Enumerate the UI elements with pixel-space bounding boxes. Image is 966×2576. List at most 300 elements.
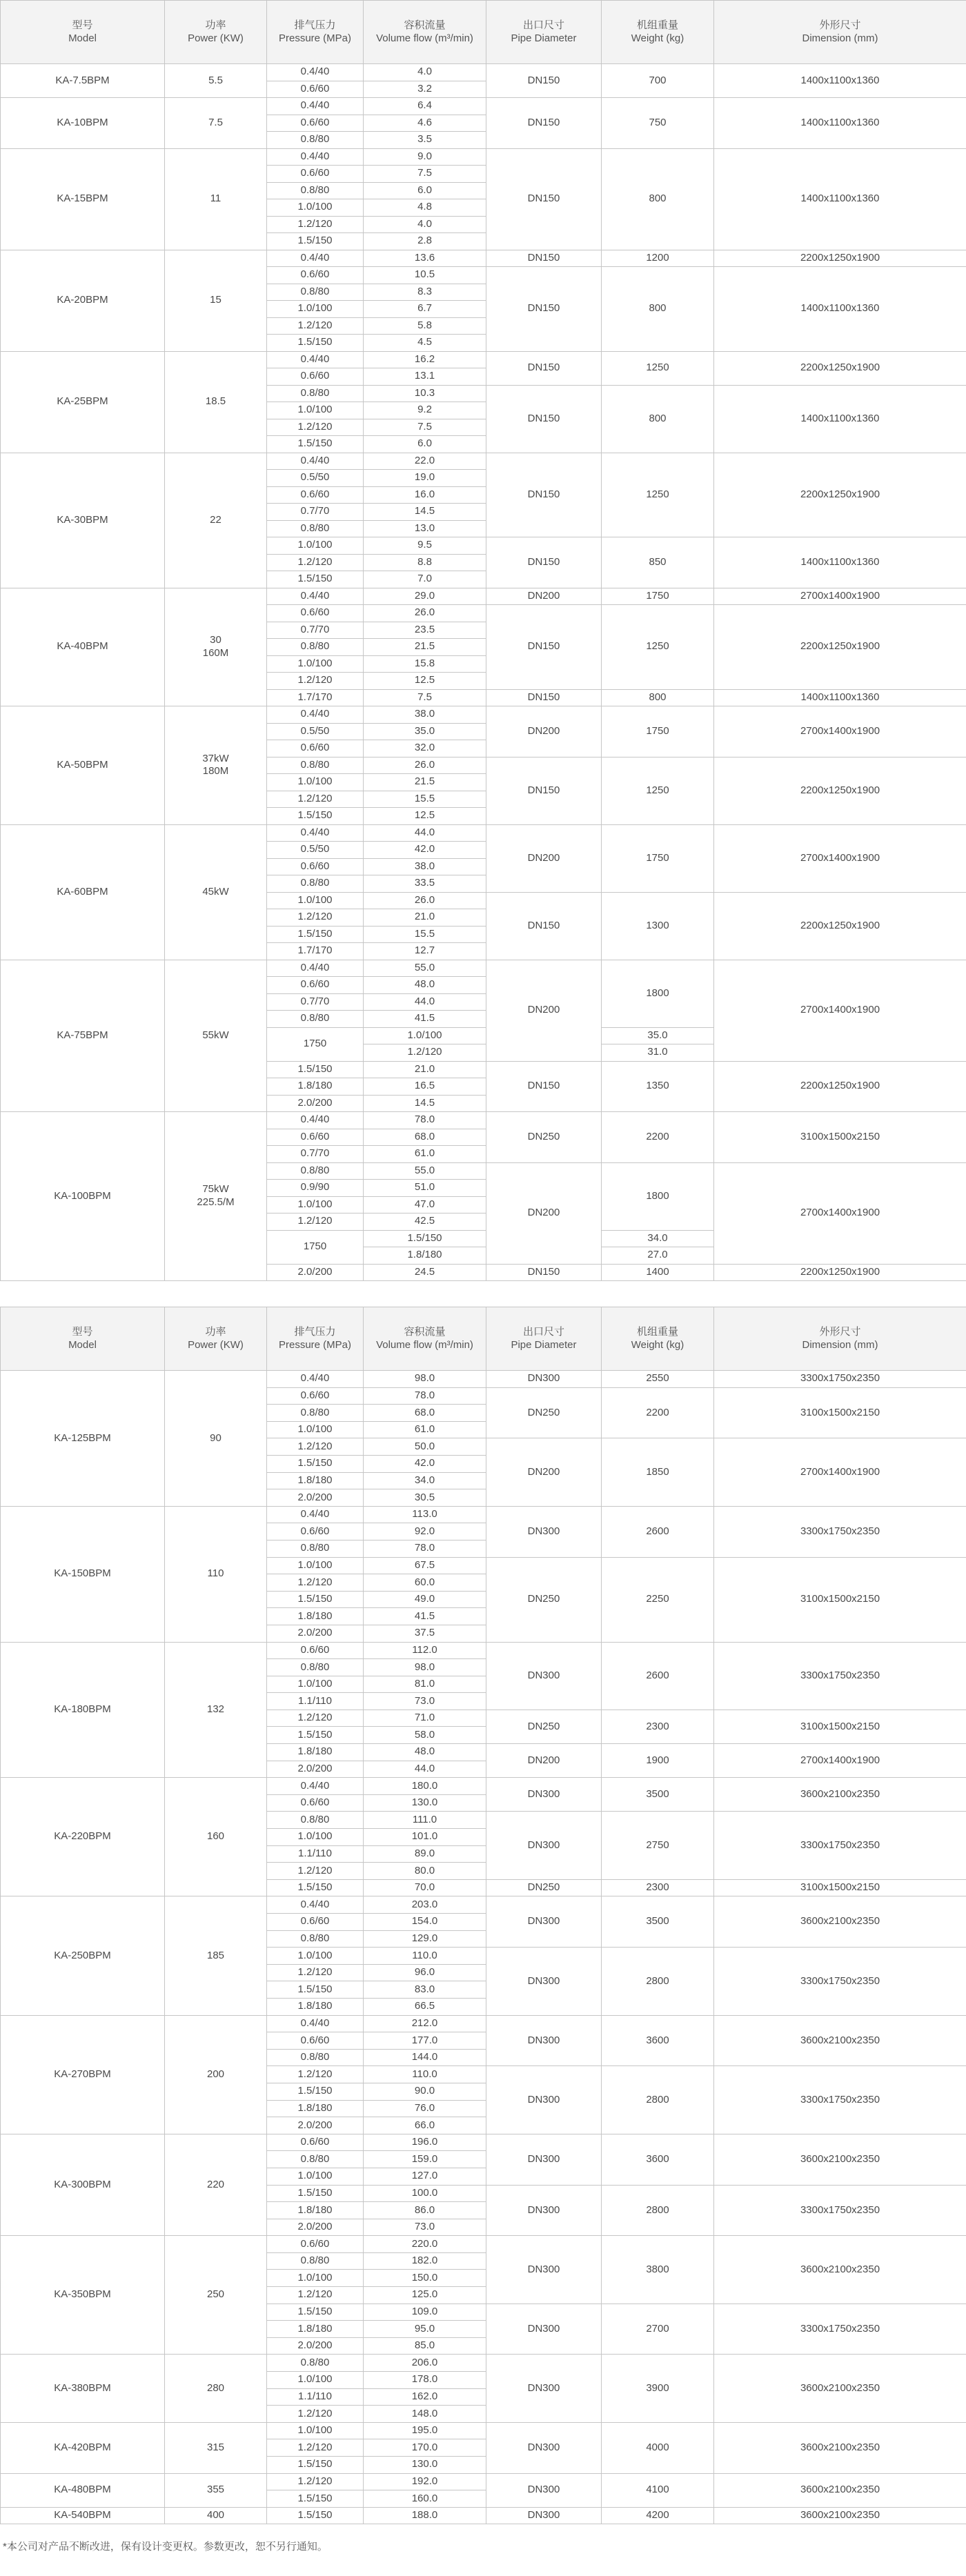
pipe-diameter-cell: DN300 xyxy=(486,2473,602,2507)
volume-flow-cell: 68.0 xyxy=(364,1129,486,1146)
volume-flow-cell: 4.5 xyxy=(364,335,486,352)
volume-flow-cell: 195.0 xyxy=(364,2422,486,2439)
power-cell xyxy=(165,1642,267,1778)
power-cell xyxy=(165,250,267,351)
weight-cell: 2600 xyxy=(602,1642,714,1710)
power-line: 7.5 xyxy=(208,116,223,128)
table-row xyxy=(1,1112,966,1129)
pressure-cell: 0.5/50 xyxy=(267,723,364,740)
table-row xyxy=(1,148,966,166)
dimension-cell: 3100x1500x2150 xyxy=(714,1557,966,1642)
volume-flow-cell: 182.0 xyxy=(364,2252,486,2270)
pressure-cell: 1.8/180 xyxy=(267,1472,364,1489)
volume-flow-cell: 33.5 xyxy=(364,875,486,893)
power-line: 160 xyxy=(206,1830,225,1843)
header-label-en: Model xyxy=(68,1338,97,1351)
power-line: 110 xyxy=(207,1567,224,1580)
power-cell xyxy=(165,2015,267,2134)
pressure-cell: 1.5/150 xyxy=(267,335,364,352)
volume-flow-cell: 162.0 xyxy=(364,2388,486,2406)
dimension-cell: 2200x1250x1900 xyxy=(714,351,966,385)
dimension-cell: 3300x1750x2350 xyxy=(714,1948,966,2015)
volume-flow-cell: 110.0 xyxy=(364,2066,486,2083)
pressure-cell: 1.8/180 xyxy=(267,1608,364,1625)
pressure-cell: 1.0/100 xyxy=(364,1027,486,1044)
weight-cell: 1750 xyxy=(602,706,714,757)
dimension-cell: 1400x1100x1360 xyxy=(714,537,966,588)
pipe-diameter-cell: DN150 xyxy=(486,64,602,98)
pressure-cell: 0.6/60 xyxy=(267,486,364,504)
pressure-cell: 0.4/40 xyxy=(267,1371,364,1388)
model-cell: KA-480BPM xyxy=(1,2473,165,2507)
volume-flow-cell: 42.0 xyxy=(364,842,486,859)
header-label-en: Power (KW) xyxy=(188,32,244,44)
pipe-diameter-cell: DN150 xyxy=(486,98,602,149)
power-line: 75kW xyxy=(202,1183,229,1196)
volume-flow-cell: 14.5 xyxy=(364,1095,486,1112)
pressure-cell: 0.8/80 xyxy=(267,1540,364,1557)
weight-cell: 2550 xyxy=(602,1371,714,1388)
volume-flow-cell: 125.0 xyxy=(364,2287,486,2304)
power-line: 280 xyxy=(206,2381,225,2394)
dimension-cell: 3600x2100x2350 xyxy=(714,1896,966,1948)
pressure-cell: 0.6/60 xyxy=(267,1129,364,1146)
table-row xyxy=(1,351,966,368)
header-model xyxy=(1,1,165,64)
weight-cell: 1250 xyxy=(602,605,714,690)
volume-flow-cell: 92.0 xyxy=(364,1523,486,1540)
volume-flow-cell: 9.2 xyxy=(364,402,486,419)
dimension-cell: 3600x2100x2350 xyxy=(714,2355,966,2422)
volume-flow-cell: 55.0 xyxy=(364,1162,486,1180)
pressure-cell: 1.2/120 xyxy=(364,1044,486,1062)
power-cell xyxy=(165,148,267,250)
weight-cell: 800 xyxy=(602,267,714,352)
pipe-diameter-cell: DN250 xyxy=(486,1112,602,1163)
volume-flow-cell: 127.0 xyxy=(364,2168,486,2185)
pipe-diameter-cell: DN150 xyxy=(486,351,602,385)
dimension-cell: 3600x2100x2350 xyxy=(714,1778,966,1812)
dimension-cell: 2700x1400x1900 xyxy=(714,706,966,757)
pressure-cell: 1.2/120 xyxy=(267,2406,364,2423)
pressure-cell: 0.8/80 xyxy=(267,2355,364,2372)
volume-flow-cell: 19.0 xyxy=(364,470,486,487)
volume-flow-cell: 6.4 xyxy=(364,98,486,115)
weight-cell: 2300 xyxy=(602,1879,714,1896)
volume-flow-cell: 16.0 xyxy=(364,486,486,504)
table-header-row xyxy=(1,1307,966,1371)
volume-flow-cell: 3.5 xyxy=(364,132,486,149)
power-cell xyxy=(165,351,267,453)
volume-flow-cell: 150.0 xyxy=(364,2270,486,2287)
model-cell: KA-150BPM xyxy=(1,1506,165,1642)
pressure-cell: 0.4/40 xyxy=(267,250,364,267)
volume-flow-cell: 34.0 xyxy=(364,1472,486,1489)
pressure-cell: 0.8/80 xyxy=(267,2151,364,2168)
dimension-cell: 3100x1500x2150 xyxy=(714,1710,966,1743)
pressure-cell: 1.5/150 xyxy=(267,2457,364,2474)
header-label-cn: 型号 xyxy=(72,1325,93,1338)
pressure-cell: 1.0/100 xyxy=(267,2270,364,2287)
power-cell xyxy=(165,453,267,588)
volume-flow-cell: 7.5 xyxy=(364,166,486,183)
power-cell xyxy=(165,2134,267,2236)
pipe-diameter-cell: DN150 xyxy=(486,605,602,690)
volume-flow-cell: 5.8 xyxy=(364,317,486,335)
pressure-cell: 0.8/80 xyxy=(267,757,364,774)
header-label-cn: 机组重量 xyxy=(636,19,678,31)
power-line: 315 xyxy=(206,2441,225,2453)
volume-flow-cell: 44.0 xyxy=(364,824,486,842)
pressure-cell: 1.2/120 xyxy=(267,2439,364,2457)
pressure-cell: 1.0/100 xyxy=(267,1557,364,1574)
dimension-cell: 3600x2100x2350 xyxy=(714,2015,966,2066)
table-row xyxy=(1,588,966,605)
volume-flow-cell: 49.0 xyxy=(364,1591,486,1608)
power-line: 37kW xyxy=(202,752,229,764)
volume-flow-cell: 15.5 xyxy=(364,926,486,943)
volume-flow-cell: 196.0 xyxy=(364,2134,486,2151)
table-row xyxy=(1,1778,966,1795)
header-label-cn: 机组重量 xyxy=(636,1325,678,1338)
weight-cell: 3500 xyxy=(602,1896,714,1948)
volume-flow-cell: 24.5 xyxy=(364,1264,486,1281)
weight-cell: 3900 xyxy=(602,2355,714,2422)
volume-flow-cell: 89.0 xyxy=(364,1845,486,1863)
dimension-cell: 3300x1750x2350 xyxy=(714,1642,966,1710)
pressure-cell: 0.6/60 xyxy=(267,2032,364,2050)
weight-cell: 3500 xyxy=(602,1778,714,1812)
weight-cell: 850 xyxy=(602,537,714,588)
pressure-cell: 0.6/60 xyxy=(267,858,364,875)
dimension-cell: 3300x1750x2350 xyxy=(714,1371,966,1388)
header-label-en: Power (KW) xyxy=(188,1338,244,1351)
volume-flow-cell: 144.0 xyxy=(364,2049,486,2066)
pipe-diameter-cell: DN150 xyxy=(486,537,602,588)
power-cell xyxy=(165,2473,267,2507)
weight-cell: 2800 xyxy=(602,1948,714,2015)
volume-flow-cell: 15.5 xyxy=(364,791,486,808)
header-label-en: Pipe Diameter xyxy=(511,1338,577,1351)
dimension-cell: 3300x1750x2350 xyxy=(714,2185,966,2236)
model-cell: KA-350BPM xyxy=(1,2236,165,2355)
volume-flow-cell: 76.0 xyxy=(364,2100,486,2117)
pressure-cell: 1.1/110 xyxy=(267,2388,364,2406)
dimension-cell: 1400x1100x1360 xyxy=(714,98,966,149)
pressure-cell: 0.6/60 xyxy=(267,1642,364,1659)
pressure-cell: 0.8/80 xyxy=(267,639,364,656)
volume-flow-cell: 110.0 xyxy=(364,1948,486,1965)
model-cell: KA-220BPM xyxy=(1,1778,165,1896)
model-cell: KA-30BPM xyxy=(1,453,165,588)
header-label-cn: 外形尺寸 xyxy=(819,19,861,31)
pressure-cell: 1.2/120 xyxy=(267,791,364,808)
dimension-cell: 3100x1500x2150 xyxy=(714,1387,966,1438)
pressure-cell: 1.2/120 xyxy=(267,317,364,335)
pressure-cell: 0.4/40 xyxy=(267,2015,364,2032)
pipe-diameter-cell: DN300 xyxy=(486,1778,602,1812)
pressure-cell: 0.7/70 xyxy=(267,1146,364,1163)
power-line: 400 xyxy=(206,2509,225,2521)
weight-cell: 2750 xyxy=(602,1812,714,1879)
volume-flow-cell: 14.5 xyxy=(364,504,486,521)
pressure-cell: 1.2/120 xyxy=(267,909,364,927)
pressure-cell: 0.4/40 xyxy=(267,1896,364,1914)
pipe-diameter-cell: DN300 xyxy=(486,1812,602,1879)
weight-cell: 4100 xyxy=(602,2473,714,2507)
weight-cell: 3600 xyxy=(602,2134,714,2185)
pressure-cell: 1.5/150 xyxy=(267,1591,364,1608)
pressure-cell: 2.0/200 xyxy=(267,1095,364,1112)
volume-flow-cell: 71.0 xyxy=(364,1710,486,1727)
pipe-diameter-cell: DN300 xyxy=(486,1371,602,1388)
volume-flow-cell: 111.0 xyxy=(364,1812,486,1829)
model-cell: KA-380BPM xyxy=(1,2355,165,2422)
model-cell: KA-180BPM xyxy=(1,1642,165,1778)
power-line: 30 xyxy=(210,634,221,646)
volume-flow-cell: 16.2 xyxy=(364,351,486,368)
weight-cell: 1800 xyxy=(602,1162,714,1230)
pipe-diameter-cell: DN150 xyxy=(486,453,602,537)
pressure-cell: 0.6/60 xyxy=(267,1523,364,1540)
header-label-en: Pressure (MPa) xyxy=(278,1338,352,1351)
volume-flow-cell: 4.0 xyxy=(364,216,486,233)
pipe-diameter-cell: DN300 xyxy=(486,2015,602,2066)
model-cell: KA-300BPM xyxy=(1,2134,165,2236)
dimension-cell: 3300x1750x2350 xyxy=(714,2066,966,2134)
pressure-cell: 1.0/100 xyxy=(267,2168,364,2185)
power-cell xyxy=(165,1112,267,1281)
weight-cell: 1200 xyxy=(602,250,714,267)
pressure-cell: 1.2/120 xyxy=(267,216,364,233)
power-cell xyxy=(165,1371,267,1507)
pressure-cell: 0.4/40 xyxy=(267,98,364,115)
table-row xyxy=(1,824,966,842)
pressure-cell: 0.6/60 xyxy=(267,977,364,994)
pressure-cell: 2.0/200 xyxy=(267,1264,364,1281)
power-line: 250 xyxy=(206,2288,225,2301)
model-cell: KA-10BPM xyxy=(1,98,165,149)
power-line: 220 xyxy=(206,2178,225,2190)
volume-flow-cell: 170.0 xyxy=(364,2439,486,2457)
pressure-cell: 0.8/80 xyxy=(267,182,364,199)
power-line: 18.5 xyxy=(205,395,226,408)
volume-flow-cell: 86.0 xyxy=(364,2202,486,2219)
power-cell xyxy=(165,706,267,825)
model-cell: KA-50BPM xyxy=(1,706,165,825)
pressure-cell: 1.8/180 xyxy=(267,1744,364,1761)
pressure-cell: 0.4/40 xyxy=(267,1778,364,1795)
pressure-cell: 1.8/180 xyxy=(267,1998,364,2015)
volume-flow-cell: 113.0 xyxy=(364,1506,486,1523)
pipe-diameter-cell: DN150 xyxy=(486,148,602,250)
volume-flow-cell: 68.0 xyxy=(364,1405,486,1422)
volume-flow-cell: 22.0 xyxy=(364,453,486,470)
pipe-diameter-cell: DN150 xyxy=(486,1061,602,1112)
dimension-cell: 3300x1750x2350 xyxy=(714,1506,966,1557)
pressure-cell: 1.7/170 xyxy=(267,943,364,960)
header-pressure xyxy=(267,1307,364,1371)
volume-flow-cell: 12.7 xyxy=(364,943,486,960)
pipe-diameter-cell: DN250 xyxy=(486,1879,602,1896)
volume-flow-cell: 78.0 xyxy=(364,1112,486,1129)
pressure-cell: 1.0/100 xyxy=(267,537,364,555)
header-label-cn: 外形尺寸 xyxy=(819,1325,861,1338)
weight-cell: 1250 xyxy=(602,453,714,537)
table-body xyxy=(1,1371,966,2524)
table-row xyxy=(1,960,966,977)
weight-cell: 1900 xyxy=(602,1744,714,1778)
volume-flow-cell: 2.8 xyxy=(364,233,486,250)
pressure-cell: 1.2/120 xyxy=(267,2066,364,2083)
pipe-diameter-cell: DN200 xyxy=(486,1438,602,1506)
volume-flow-cell: 101.0 xyxy=(364,1829,486,1846)
volume-flow-cell: 159.0 xyxy=(364,2151,486,2168)
header-power xyxy=(165,1,267,64)
header-volume-flow xyxy=(364,1,486,64)
weight-cell: 750 xyxy=(602,98,714,149)
volume-flow-cell: 10.5 xyxy=(364,267,486,284)
power-line: 185 xyxy=(206,1949,225,1961)
dimension-cell: 3600x2100x2350 xyxy=(714,2134,966,2185)
weight-cell: 1250 xyxy=(602,351,714,385)
power-line: 225.5/M xyxy=(197,1196,235,1208)
volume-flow-cell: 3.2 xyxy=(364,81,486,98)
volume-flow-cell: 4.8 xyxy=(364,199,486,217)
pressure-cell: 0.8/80 xyxy=(267,1812,364,1829)
dimension-cell: 3300x1750x2350 xyxy=(714,1812,966,1879)
power-line: 132 xyxy=(206,1703,225,1715)
dimension-cell: 1400x1100x1360 xyxy=(714,689,966,706)
weight-cell: 1750 xyxy=(602,824,714,892)
pipe-diameter-cell: DN200 xyxy=(486,960,602,1061)
header-power xyxy=(165,1307,267,1371)
volume-flow-cell: 30.5 xyxy=(364,1489,486,1507)
volume-flow-cell: 7.5 xyxy=(364,689,486,706)
volume-flow-cell: 90.0 xyxy=(364,2083,486,2100)
volume-flow-cell: 212.0 xyxy=(364,2015,486,2032)
pipe-diameter-cell: DN300 xyxy=(486,2134,602,2185)
volume-flow-cell: 13.6 xyxy=(364,250,486,267)
pipe-diameter-cell: DN300 xyxy=(486,2066,602,2134)
pressure-cell: 0.6/60 xyxy=(267,1794,364,1812)
footnote: *本公司对产品不断改进，保有设计变更权。参数更改，恕不另行通知。 xyxy=(3,2541,328,2553)
dimension-cell: 2700x1400x1900 xyxy=(714,1162,966,1264)
header-weight xyxy=(602,1307,714,1371)
pipe-diameter-cell: DN300 xyxy=(486,2236,602,2303)
table-row xyxy=(1,1896,966,1914)
pressure-cell: 1.5/150 xyxy=(267,1455,364,1472)
pressure-cell: 1.2/120 xyxy=(267,419,364,436)
pressure-cell: 0.8/80 xyxy=(267,1162,364,1180)
weight-cell: 2300 xyxy=(602,1710,714,1743)
power-line: 200 xyxy=(206,2068,225,2080)
volume-flow-cell: 95.0 xyxy=(364,2321,486,2338)
pressure-cell: 0.8/80 xyxy=(267,1930,364,1948)
weight-cell: 2250 xyxy=(602,1557,714,1642)
power-line: 15 xyxy=(210,294,221,306)
pressure-cell: 2.0/200 xyxy=(267,2117,364,2134)
pressure-cell: 1.5/150 xyxy=(267,1727,364,1744)
pressure-cell: 0.4/40 xyxy=(267,351,364,368)
volume-flow-cell: 55.0 xyxy=(364,960,486,977)
volume-flow-cell: 6.7 xyxy=(364,301,486,318)
pipe-diameter-cell: DN300 xyxy=(486,1506,602,1557)
volume-flow-cell: 109.0 xyxy=(364,2303,486,2321)
table-row xyxy=(1,2507,966,2524)
volume-flow-cell: 192.0 xyxy=(364,2473,486,2490)
dimension-cell: 3600x2100x2350 xyxy=(714,2236,966,2303)
header-label-cn: 容积流量 xyxy=(404,1325,446,1338)
pressure-cell: 0.4/40 xyxy=(267,1112,364,1129)
model-cell: KA-100BPM xyxy=(1,1112,165,1281)
weight-cell: 1250 xyxy=(602,757,714,824)
pressure-cell: 0.7/70 xyxy=(267,622,364,639)
pipe-diameter-cell: DN300 xyxy=(486,2303,602,2355)
header-weight xyxy=(602,1,714,64)
volume-flow-cell: 10.3 xyxy=(364,385,486,402)
volume-flow-cell: 34.0 xyxy=(602,1230,714,1247)
table-row xyxy=(1,2473,966,2490)
volume-flow-cell: 81.0 xyxy=(364,1676,486,1693)
volume-flow-cell: 9.5 xyxy=(364,537,486,555)
volume-flow-cell: 31.0 xyxy=(602,1044,714,1062)
volume-flow-cell: 80.0 xyxy=(364,1863,486,1880)
header-model xyxy=(1,1307,165,1371)
pressure-cell: 1.8/180 xyxy=(267,2321,364,2338)
volume-flow-cell: 26.0 xyxy=(364,757,486,774)
volume-flow-cell: 32.0 xyxy=(364,740,486,757)
pressure-cell: 0.8/80 xyxy=(267,875,364,893)
weight-cell: 2800 xyxy=(602,2066,714,2134)
power-cell xyxy=(165,2422,267,2473)
weight-cell: 2200 xyxy=(602,1387,714,1438)
weight-cell: 800 xyxy=(602,689,714,706)
table-row xyxy=(1,1371,966,1388)
volume-flow-cell: 27.0 xyxy=(602,1247,714,1265)
table-row xyxy=(1,1642,966,1659)
volume-flow-cell: 206.0 xyxy=(364,2355,486,2372)
weight-cell: 4000 xyxy=(602,2422,714,2473)
pressure-cell: 1.2/120 xyxy=(267,1213,364,1231)
pressure-cell: 0.8/80 xyxy=(267,1011,364,1028)
model-cell: KA-7.5BPM xyxy=(1,64,165,98)
pressure-cell: 1.5/150 xyxy=(267,808,364,825)
pressure-cell: 1.2/120 xyxy=(267,2473,364,2490)
spec-table-1 xyxy=(0,0,966,1281)
pipe-diameter-cell: DN150 xyxy=(486,267,602,352)
pipe-diameter-cell: DN300 xyxy=(486,2355,602,2422)
volume-flow-cell: 37.5 xyxy=(364,1625,486,1642)
volume-flow-cell: 70.0 xyxy=(364,1879,486,1896)
pressure-cell: 0.4/40 xyxy=(267,588,364,605)
dimension-cell: 2200x1250x1900 xyxy=(714,1264,966,1281)
volume-flow-cell: 129.0 xyxy=(364,1930,486,1948)
header-label-en: Volume flow (m³/min) xyxy=(376,32,473,44)
header-dimension xyxy=(714,1,966,64)
pipe-diameter-cell: DN200 xyxy=(486,1744,602,1778)
power-cell xyxy=(165,2355,267,2422)
dimension-cell: 2700x1400x1900 xyxy=(714,1744,966,1778)
pressure-cell: 2.0/200 xyxy=(267,1625,364,1642)
pressure-cell: 1.2/120 xyxy=(267,554,364,571)
weight-cell: 1750 xyxy=(267,1027,364,1061)
pressure-cell: 1.5/150 xyxy=(267,2507,364,2524)
pressure-cell: 1.0/100 xyxy=(267,402,364,419)
pressure-cell: 0.6/60 xyxy=(267,1914,364,1931)
pressure-cell: 1.0/100 xyxy=(267,1421,364,1438)
volume-flow-cell: 178.0 xyxy=(364,2372,486,2389)
